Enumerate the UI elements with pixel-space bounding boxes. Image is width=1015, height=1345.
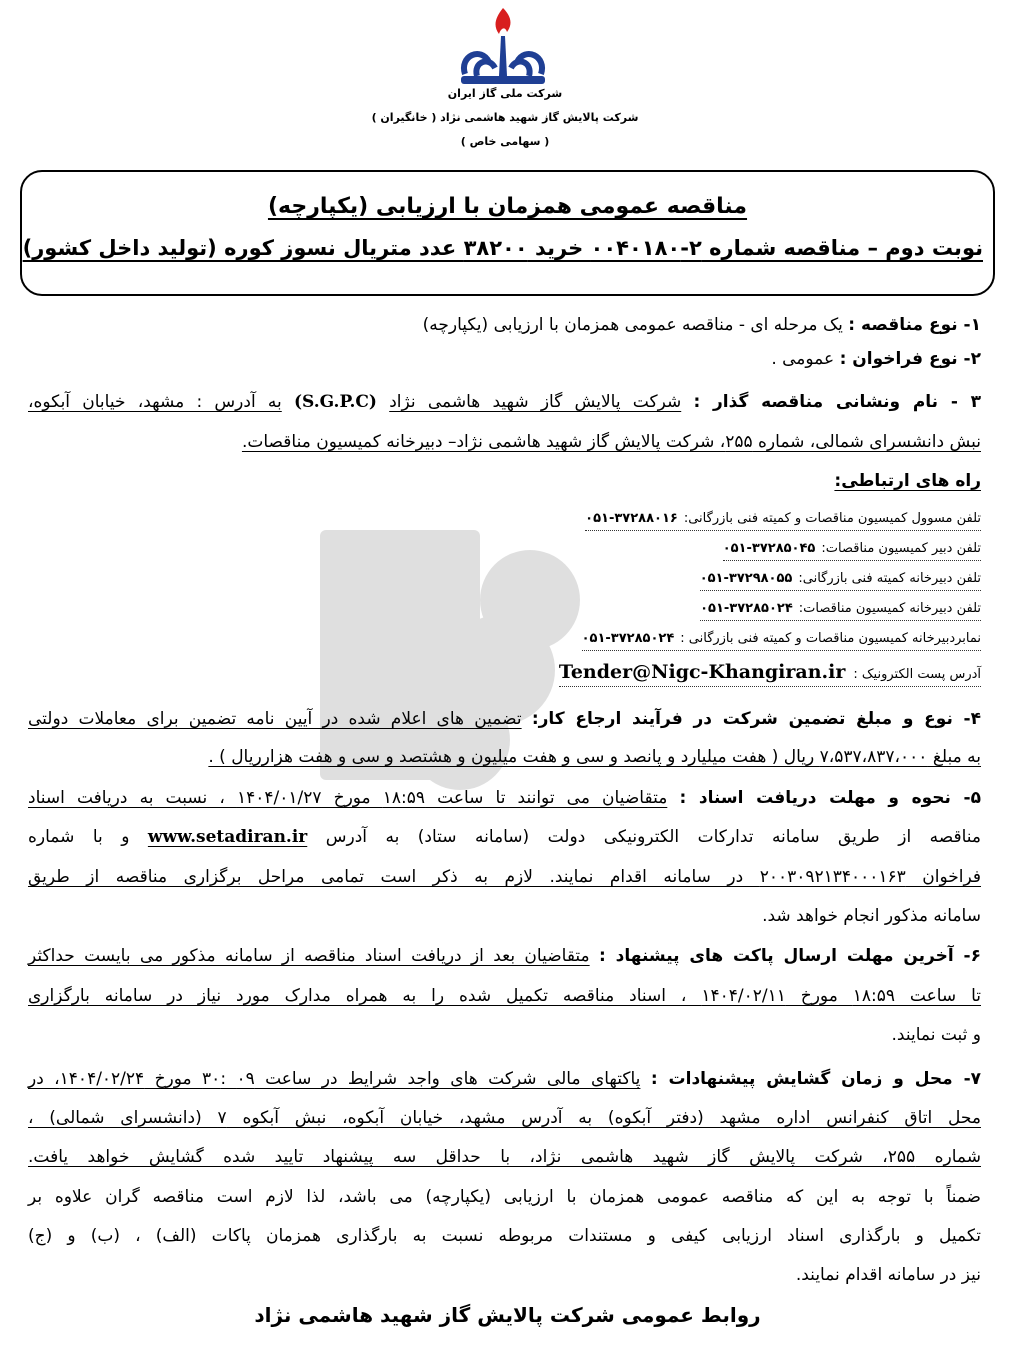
item-5-line-3 (28, 864, 981, 890)
email-link[interactable]: Tender@Nigc-Khangiran.ir (558, 661, 846, 683)
item-7-text-1: پاکتهای مالی شرکت های واجد شرایط در ساعت ۰۹ :۳۰ مورخ ۱۴۰۴/۰۲/۲۴، در (28, 1069, 641, 1089)
sgpc-abbr: (S.G.P.C) (294, 392, 377, 412)
item-6-text-1: متقاضیان بعد از دریافت اسناد مناقصه از سامانه مذکور می بایست حداکثر (28, 946, 590, 966)
contact-heading: راه های ارتباطی: (834, 471, 981, 491)
item-4-text-1: تضمین های اعلام شده در آیین نامه تضمین برای معاملات دولتی (28, 709, 522, 729)
note-text-1: ضمناً با توجه به این که مناقصه عمومی همزمان با ارزیابی (یکپارچه) می باشد، لذا لازم است مناقصه گران علاوه بر (28, 1187, 981, 1207)
item-4-text-2: به مبلغ ۷،۵۳۷،۸۳۷،۰۰۰ ریال ( هفت میلیارد و پانصد و سی و هفت میلیون و هشتصد و سی و هفت هزارریال ) . (208, 747, 981, 767)
item-6-text-3: و ثبت نمایند. (891, 1025, 981, 1045)
item-1-label: ۱- نوع مناقصه : (848, 315, 981, 335)
contact-2: تلفن دبیر کمیسیون مناقصات:۰۵۱-۳۷۲۸۵۰۴۵ (723, 539, 981, 559)
item-5-line-1 (28, 785, 981, 811)
item-6-line-3 (28, 1022, 981, 1048)
item-7-line-3 (28, 1144, 981, 1170)
item-7-label: ۷- محل و زمان گشایش پیشنهادات : (650, 1069, 982, 1089)
item-7-text-2: محل اتاق کنفرانس اداره مشهد (دفتر آبکوه) به آدرس مشهد، خیابان آبکوه، نبش آبکوه ۷ (دانشسرای شمالی) ، (28, 1108, 981, 1128)
contact-3: تلفن دبیرخانه کمیته فنی بازرگانی:۰۵۱-۳۷۲۹۸۰۵۵ (700, 569, 981, 589)
refinery-name: شرکت پالایش گاز شهید هاشمی نژاد ( خانگیران ) (371, 111, 639, 124)
item-5-text-2a: مناقصه از طریق سامانه تدارکات الکترونیکی دولت (سامانه ستاد) به آدرس (325, 827, 982, 847)
item-1-text: یک مرحله ای - مناقصه عمومی همزمان با ارزیابی (یکپارچه) (422, 315, 843, 335)
item-6-label: ۶- آخرین مهلت ارسال پاکت های پیشنهاد : (599, 946, 981, 966)
item-5-text-2b: و با شماره (28, 827, 130, 847)
item-3-text-1a: شرکت پالایش گاز شهید هاشمی نژاد (389, 392, 682, 412)
item-7-text-3: شماره ۲۵۵، شرکت پالایش گاز شهید هاشمی نژاد، با حداقل سه پیشنهاد تایید شده گشایش خواهد یافت. (28, 1147, 981, 1167)
notice-title: مناقصه عمومی همزمان با ارزیابی (یکپارچه) (267, 194, 748, 219)
item-3-line-2 (28, 429, 981, 455)
item-3-label: ۳ - نام ونشانی مناقصه گذار : (693, 392, 982, 412)
note-line-1 (28, 1184, 981, 1210)
item-6-text-2: تا ساعت ۱۸:۵۹ مورخ ۱۴۰۴/۰۲/۱۱ ، اسناد مناقصه تکمیل شده را به همراه مدارک مورد نیاز در سامانه بارگزاری (28, 986, 981, 1006)
item-4-line-2 (28, 744, 981, 770)
note-text-3: نیز در سامانه اقدام نمایند. (795, 1265, 981, 1285)
company-type: ( سهامی خاص ) (460, 135, 550, 148)
item-7-line-2 (28, 1105, 981, 1131)
contact-email: آدرس پست الکترونیک :Tender@Nigc-Khangiran.ir (558, 661, 981, 683)
item-6-line-1 (28, 943, 981, 969)
item-6-line-2 (28, 983, 981, 1009)
item-5-text-1: متقاضیان می توانند تا ساعت ۱۸:۵۹ مورخ ۱۴۰۴/۰۱/۲۷ ، نسبت به دریافت اسناد (28, 788, 668, 808)
item-4-line-1 (28, 706, 981, 732)
item-5-text-3: فراخوان ۲۰۰۳۰۹۲۱۳۴۰۰۰۱۶۳ در سامانه اقدام نمایند. لازم به ذکر است تمامی مراحل برگزاری مناقصه از طریق (28, 867, 981, 887)
item-5-line-2 (28, 824, 981, 850)
item-3-line-1 (28, 389, 981, 415)
note-line-2 (28, 1223, 981, 1249)
item-4-label: ۴- نوع و مبلغ تضمین شرکت در فرآیند ارجاع کار: (531, 709, 982, 729)
item-2-label: ۲- نوع فراخوان : (839, 349, 981, 369)
note-text-2: تکمیل و بارگذاری اسناد ارزیابی کیفی و مستندات مربوطه نسبت به بارگذاری همزمان پاکات (الف) ، (ب) و (ج) (28, 1226, 981, 1246)
notice-subtitle: نوبت دوم – مناقصه شماره ۲-۰۰۴۰۱۸۰ خرید ۳۸۲۰۰ عدد متریال نسوز کوره (تولید داخل کشور) (22, 236, 983, 260)
item-1 (28, 312, 981, 338)
contact-5: نمابردبیرخانه کمیسیون مناقصات و کمیته فنی بازرگانی :۰۵۱-۳۷۲۸۵۰۲۴ (582, 629, 981, 649)
item-2-text: عمومی . (771, 349, 835, 369)
note-line-3 (28, 1262, 981, 1288)
item-5-line-4 (28, 903, 981, 929)
nigc-logo-icon (455, 6, 551, 88)
title-box (20, 170, 995, 296)
item-2 (28, 346, 981, 372)
item-5-label: ۵- نحوه و مهلت دریافت اسناد : (679, 788, 982, 808)
item-3-text-1b: به آدرس : مشهد، خیابان آبکوه، (28, 392, 282, 412)
setadiran-link[interactable]: www.setadiran.ir (147, 827, 308, 847)
contact-4: تلفن دبیرخانه کمیسیون مناقصات:۰۵۱-۳۷۲۸۵۰۲۴ (700, 599, 981, 619)
item-3-text-2: نبش دانشسرای شمالی، شماره ۲۵۵، شرکت پالایش گاز شهید هاشمی نژاد– دبیرخانه کمیسیون مناقصات. (241, 432, 981, 452)
footer-signature: روابط عمومی شرکت پالایش گاز شهید هاشمی نژاد (254, 1303, 761, 1327)
item-7-line-1 (28, 1066, 981, 1092)
org-name: شرکت ملی گاز ایران (447, 87, 563, 100)
item-5-text-4: سامانه مذکور انجام خواهد شد. (762, 906, 981, 926)
contact-1: تلفن مسوول کمیسیون مناقصات و کمیته فنی بازرگانی:۰۵۱-۳۷۲۸۸۰۱۶ (585, 509, 981, 529)
